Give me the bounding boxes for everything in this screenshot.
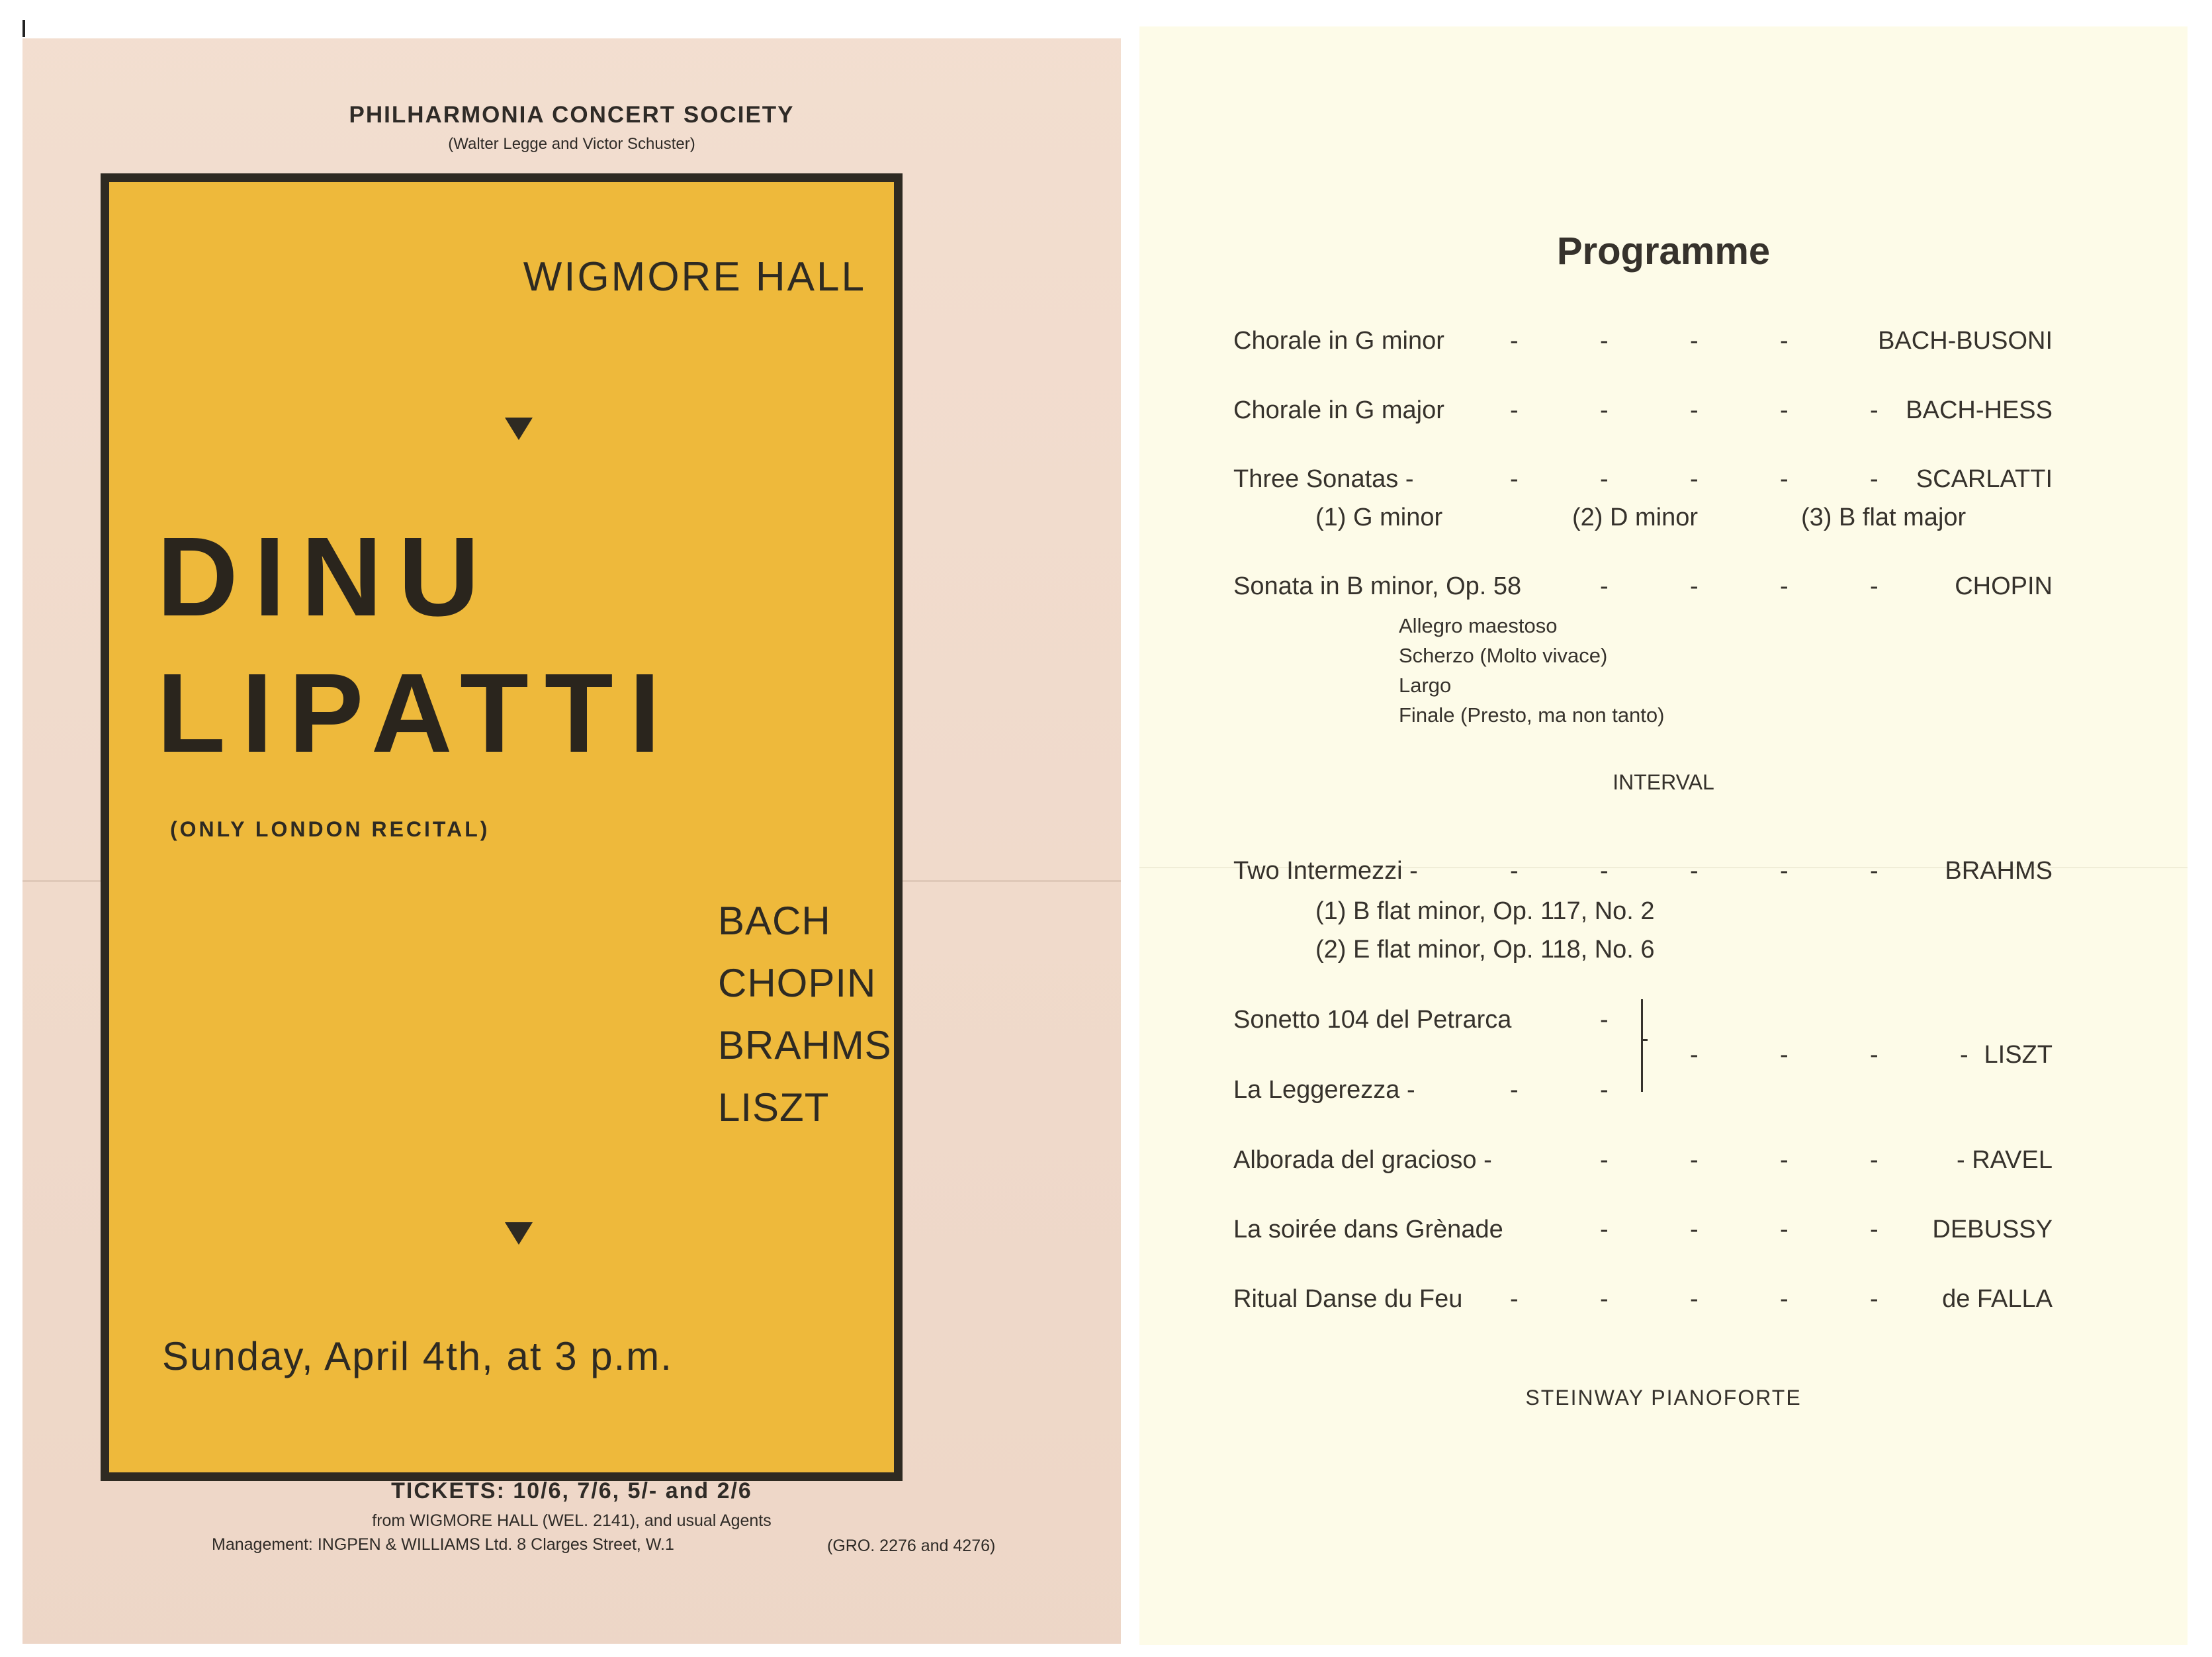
leader-dash: - — [1690, 327, 1699, 355]
leader-dash: - — [1690, 465, 1699, 493]
composer-name: - RAVEL — [1956, 1146, 2053, 1174]
programme-row — [1139, 1146, 2188, 1179]
sonata-item: (1) G minor — [1315, 504, 1443, 531]
work-title: Chorale in G major — [1233, 396, 1444, 424]
interval-label: INTERVAL — [1613, 770, 1714, 794]
leader-dash: - — [1780, 857, 1789, 885]
leader-dash: - — [1600, 1076, 1609, 1104]
leader-dash: - — [1600, 1285, 1609, 1313]
leader-dash: - — [1510, 1285, 1519, 1313]
composer-name: BRAHMS — [1945, 857, 2053, 885]
leader-dash: - — [1780, 1041, 1789, 1069]
programme-row — [1139, 327, 2188, 360]
leader-dash: - — [1600, 1216, 1609, 1243]
leader-dash: - — [1600, 857, 1609, 885]
edge-mark — [22, 20, 25, 37]
leader-dash: - — [1690, 1041, 1699, 1069]
leader-dash: - — [1870, 1285, 1879, 1313]
sonata-item: (2) D minor — [1572, 504, 1699, 531]
leader-dash: - — [1780, 327, 1789, 355]
leader-dash: - — [1780, 396, 1789, 424]
composer-name: SCARLATTI — [1916, 465, 2053, 493]
leader-dash: - — [1510, 327, 1519, 355]
composer-name: DEBUSSY — [1932, 1216, 2053, 1243]
venue-name: WIGMORE HALL — [523, 254, 866, 300]
work-title: Three Sonatas - — [1233, 465, 1414, 493]
artist-last-name: LIPATTI — [157, 650, 676, 776]
piano-credit: STEINWAY PIANOFORTE — [1525, 1386, 1802, 1410]
recital-note: (ONLY LONDON RECITAL) — [170, 817, 490, 841]
work-title: Ritual Danse du Feu — [1233, 1285, 1463, 1313]
programme-row — [1139, 1041, 2188, 1074]
leader-dash: - — [1780, 572, 1789, 600]
leader-dash: - — [1690, 857, 1699, 885]
programme-row — [1139, 1006, 2188, 1039]
society-directors: (Walter Legge and Victor Schuster) — [448, 135, 695, 153]
leader-dash: - — [1780, 1285, 1789, 1313]
leader-dash: - — [1690, 1146, 1699, 1174]
sonata-item: (3) B flat major — [1801, 504, 1967, 531]
work-title: Sonetto 104 del Petrarca — [1233, 1006, 1512, 1034]
leader-dash: - — [1780, 1146, 1789, 1174]
programme-row — [1139, 465, 2188, 498]
concert-poster — [22, 38, 1121, 1644]
management-line: Management: INGPEN & WILLIAMS Ltd. 8 Clarges Street, W.1 — [212, 1535, 674, 1554]
leader-dash: - — [1690, 1285, 1699, 1313]
movement: Scherzo (Molto vivace) — [1399, 644, 1608, 667]
composer-item: BRAHMS — [718, 1023, 892, 1067]
composer-name: de FALLA — [1942, 1285, 2053, 1313]
composer-name: CHOPIN — [1955, 572, 2053, 600]
leader-dash: - — [1600, 465, 1609, 493]
intermezzo-item: (2) E flat minor, Op. 118, No. 6 — [1315, 936, 1655, 963]
triangle-marker-icon — [505, 418, 533, 440]
leader-dash: - — [1600, 1006, 1609, 1034]
leader-dash: - — [1510, 1076, 1519, 1104]
programme-row — [1139, 857, 2188, 890]
programme-row — [1139, 572, 2188, 605]
leader-dash: - — [1690, 572, 1699, 600]
programme-row — [1139, 1216, 2188, 1249]
leader-dash: - — [1600, 572, 1609, 600]
composer-item: BACH — [718, 899, 831, 943]
leader-dash: - — [1600, 1146, 1609, 1174]
programme-title: Programme — [1556, 230, 1771, 273]
movement: Finale (Presto, ma non tanto) — [1399, 703, 1665, 727]
leader-dash: - — [1690, 1216, 1699, 1243]
leader-dash: - — [1780, 465, 1789, 493]
sonata-list — [1139, 504, 2188, 537]
leader-dash: - — [1870, 572, 1879, 600]
composer-item: LISZT — [718, 1085, 830, 1130]
programme-row — [1139, 1076, 2188, 1109]
poster-panel — [101, 173, 903, 1481]
leader-dash: - — [1870, 1216, 1879, 1243]
management-phone: (GRO. 2276 and 4276) — [827, 1537, 996, 1555]
work-title: Alborada del gracioso - — [1233, 1146, 1492, 1174]
movement: Largo — [1399, 674, 1452, 697]
leader-dash: - — [1960, 1041, 1969, 1069]
ticket-source: from WIGMORE HALL (WEL. 2141), and usual Agents — [372, 1511, 772, 1530]
programme-row — [1139, 1285, 2188, 1318]
leader-dash: - — [1600, 327, 1609, 355]
society-name: PHILHARMONIA CONCERT SOCIETY — [349, 102, 795, 128]
concert-date: Sunday, April 4th, at 3 p.m. — [162, 1334, 673, 1378]
leader-dash: - — [1690, 396, 1699, 424]
programme-sheet — [1139, 26, 2188, 1645]
ticket-prices: TICKETS: 10/6, 7/6, 5/- and 2/6 — [391, 1478, 752, 1503]
leader-dash: - — [1510, 465, 1519, 493]
leader-dash: - — [1780, 1216, 1789, 1243]
movement: Allegro maestoso — [1399, 614, 1558, 637]
intermezzo-item: (1) B flat minor, Op. 117, No. 2 — [1315, 897, 1655, 925]
composer-name: BACH-BUSONI — [1878, 327, 2053, 355]
composer-list — [718, 890, 892, 1139]
leader-dash: - — [1870, 1041, 1879, 1069]
triangle-marker-icon — [505, 1222, 533, 1245]
work-title: La Leggerezza - — [1233, 1076, 1415, 1104]
leader-dash: - — [1870, 396, 1879, 424]
work-title: Chorale in G minor — [1233, 327, 1444, 355]
leader-dash: - — [1510, 396, 1519, 424]
composer-name: BACH-HESS — [1906, 396, 2053, 424]
composer-name: LISZT — [1984, 1041, 2053, 1069]
leader-dash: - — [1870, 857, 1879, 885]
programme-row — [1139, 396, 2188, 429]
work-title: Sonata in B minor, Op. 58 — [1233, 572, 1522, 600]
leader-dash: - — [1870, 1146, 1879, 1174]
composer-item: CHOPIN — [718, 961, 877, 1005]
leader-dash: - — [1600, 396, 1609, 424]
leader-dash: - — [1510, 857, 1519, 885]
work-title: Two Intermezzi - — [1233, 857, 1418, 885]
artist-first-name: DINU — [157, 514, 496, 640]
work-title: La soirée dans Grènade — [1233, 1216, 1503, 1243]
leader-dash: - — [1870, 465, 1879, 493]
